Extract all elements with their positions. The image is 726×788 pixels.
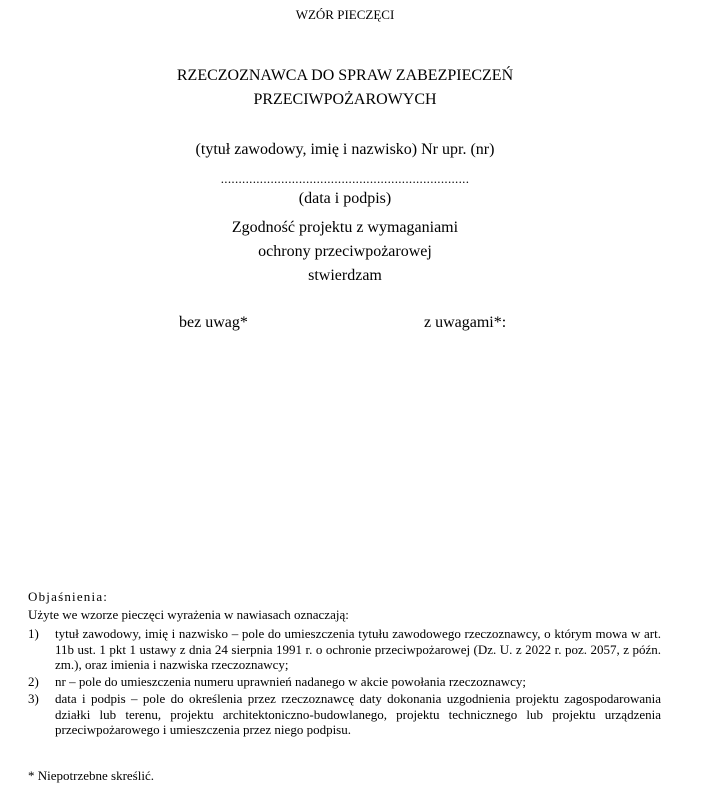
- explanation-number: 2): [28, 674, 39, 689]
- signature-dotted-line: ......................................................................: [220, 171, 470, 186]
- footnote: * Niepotrzebne skreślić.: [28, 768, 154, 783]
- stamp-title-line2: PRZECIWPOŻAROWYCH: [253, 91, 437, 108]
- stamp-title-line1: RZECZOZNAWCA DO SPRAW ZABEZPIECZEŃ: [176, 67, 514, 84]
- statement-line1: Zgodność projektu z wymaganiami: [231, 219, 459, 236]
- explanation-text: data i podpis – pole do określenia przez rzeczoznawcę daty dokonania uzgodnienia projektu zagospodarowania działki lub terenu, projektu architektoniczno-budowlanego, projektu technicznego lub projektu urządzenia przeciwpożarowego i umieszczenia przez niego podpisu.: [55, 691, 661, 737]
- statement-line2: ochrony przeciwpożarowej: [258, 243, 432, 260]
- explanations-title: Objaśnienia:: [28, 589, 109, 604]
- explanation-item: [28, 626, 661, 673]
- name-and-license-line: (tytuł zawodowy, imię i nazwisko) Nr upr. (nr): [195, 141, 495, 158]
- option-with-remarks: z uwagami*:: [424, 314, 507, 331]
- explanation-text: nr – pole do umieszczenia numeru uprawnień nadanego w akcie powołania rzeczoznawcy;: [55, 674, 527, 689]
- explanation-item: [28, 691, 661, 738]
- statement-line3: stwierdzam: [308, 267, 382, 284]
- explanation-item: [28, 674, 661, 690]
- explanation-text: tytuł zawodowy, imię i nazwisko – pole do umieszczenia tytułu zawodowego rzeczoznawcy, o którym mowa w art. 11b ust. 1 pkt 1 ustawy z dnia 24 sierpnia 1991 r. o ochronie przeciwpożarowej (Dz. U. z 2022 r. poz. 2057, z późn. zm.), oraz imienia i nazwiska rzeczoznawcy;: [55, 626, 661, 672]
- date-and-signature-label: (data i podpis): [298, 190, 392, 207]
- explanations-list: [28, 626, 661, 739]
- option-without-remarks: bez uwag*: [179, 314, 248, 331]
- explanations-intro: Użyte we wzorze pieczęci wyrażenia w nawiasach oznaczają:: [28, 607, 349, 622]
- header-title: WZÓR PIECZĘCI: [295, 7, 395, 22]
- explanation-number: 1): [28, 626, 39, 641]
- explanation-number: 3): [28, 691, 39, 706]
